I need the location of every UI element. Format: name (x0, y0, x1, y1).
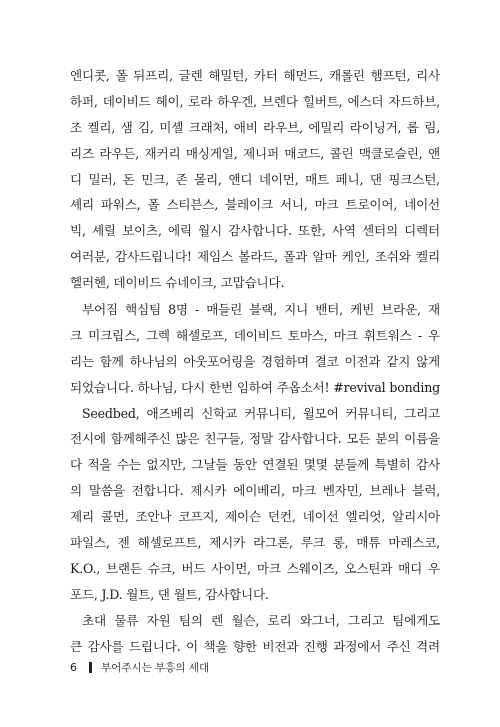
text-line: 리는 함께 하나님의 아웃포어링을 경험하며 결코 이전과 같지 않게 (70, 353, 440, 369)
text-line: 되었습니다. 하나님, 다시 한번 임하여 주옵소서! #revival bonding (70, 379, 440, 395)
running-title: 부어주시는 부흥의 세대 (101, 662, 210, 674)
text-line: 다 적을 수는 없지만, 그날들 동안 연결된 몇몇 분들께 특별히 감사 (70, 457, 440, 473)
text-line: 여러분, 감사드립니다! 제임스 볼라드, 폴과 알마 케인, 조쉬와 켈리 (70, 249, 440, 265)
text-block-acknowledgments-2 (70, 297, 440, 659)
page-footer (70, 660, 209, 675)
text-line: 전시에 함께해주신 많은 친구들, 정말 감사합니다. 모든 분의 이름을 (70, 431, 440, 447)
text-line: 파일스, 젠 해셀로프트, 제시카 라그론, 루크 롱, 매튜 마레스코, (70, 535, 440, 551)
text-line: 엔디콧, 폴 뒤프리, 글렌 해밀턴, 카터 해먼드, 캐롤린 햄프턴, 리사 (70, 68, 440, 83)
text-block-acknowledgments-1 (70, 63, 440, 296)
footer-divider-bar (89, 662, 92, 673)
text-line: 의 말씀을 전합니다. 제시카 에이베리, 마크 벤자민, 브레나 블럭, (70, 483, 440, 499)
text-line: 초대 물류 자원 팀의 렌 월슨, 로리 와그너, 그리고 팀에게도 (82, 612, 440, 628)
text-line: 부어짐 핵심팀 8명 - 매들린 블랙, 지니 밴터, 케빈 브라운, 재 (82, 302, 440, 317)
text-line: 포드, J.D. 월트, 댄 월트, 감사합니다. (70, 586, 269, 602)
text-line: Seedbed, 애즈베리 신학교 커뮤니티, 윌모어 커뮤니티, 그리고 (82, 405, 440, 421)
text-line: K.O., 브랜든 슈크, 버드 사이먼, 마크 스웨이즈, 오스틴과 매디 우 (70, 560, 440, 576)
text-line: 제리 콜먼, 조안나 코프지, 제이슨 던컨, 네이선 엘리엇, 알리시아 (70, 509, 440, 525)
text-line: 조 켈리, 샘 김, 미셸 크래처, 애비 라우브, 에밀리 라이닝거, 롭 림, (70, 119, 440, 135)
page-number: 6 (70, 661, 77, 674)
text-line: 디 밀러, 돈 민크, 존 몰리, 앤디 네이먼, 매트 페니, 댄 핑크스턴, (70, 171, 440, 187)
text-line: 큰 감사를 드립니다. 이 책을 향한 비전과 진행 과정에서 주신 격려 (70, 638, 440, 654)
text-line: 헬러헨, 데이비드 슈네이크, 고맙습니다. (70, 275, 285, 291)
text-line: 크 미크립스, 그렉 해셀로프, 데이비드 토마스, 마크 휘트워스 - 우 (70, 327, 440, 343)
text-line: 하퍼, 데이비드 헤이, 로라 하우겐, 브렌다 힐버트, 에스더 자드하브, (70, 93, 440, 109)
text-line: 리즈 라우든, 재커리 매싱게일, 제니퍼 매코드, 콜린 맥클로슬린, 앤 (70, 145, 440, 161)
text-line: 셰리 파워스, 폴 스티븐스, 블레이크 서니, 마크 트로이어, 네이선 (70, 197, 440, 213)
text-line: 빅, 셰릴 보이츠, 에릭 월시 감사합니다. 또한, 사역 센터의 디렉터 (70, 223, 440, 239)
